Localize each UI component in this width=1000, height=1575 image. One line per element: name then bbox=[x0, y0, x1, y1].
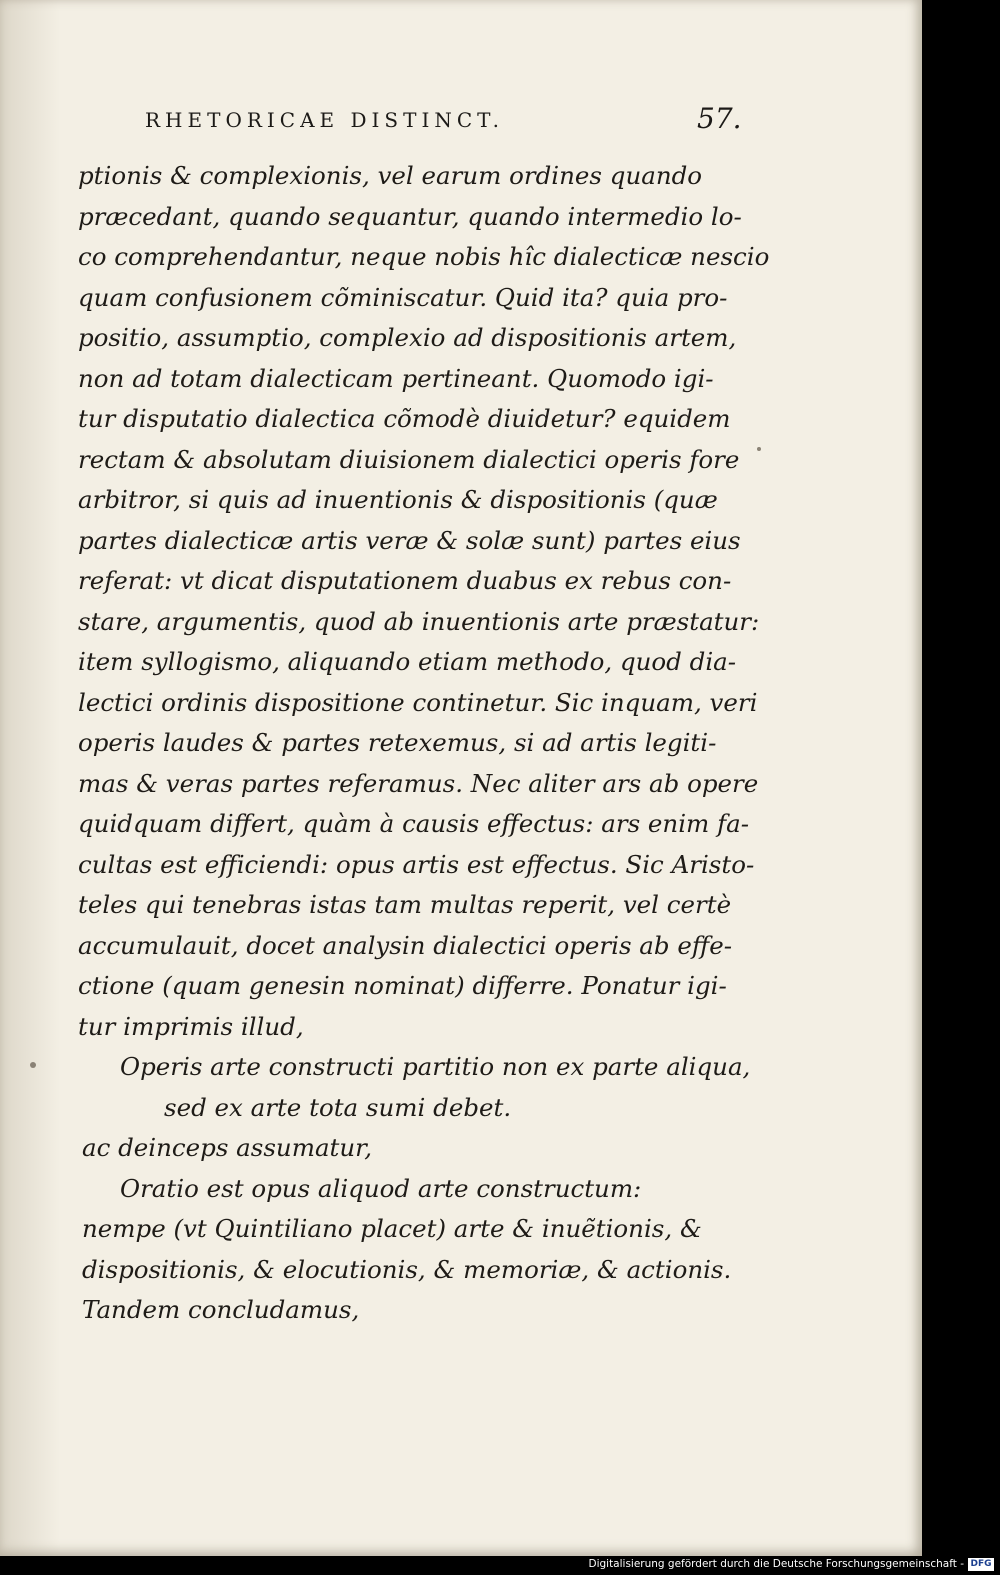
text-line: co comprehendantur, neque nobis hîc dialecticæ nescio bbox=[78, 242, 770, 271]
text-line: ctione (quam genesin nominat) differre. Ponatur igi- bbox=[78, 971, 727, 1000]
text-line: tur imprimis illud, bbox=[78, 1011, 304, 1041]
digitization-credit: Digitalisierung gefördert durch die Deutsche Forschungsgemeinschaft - bbox=[588, 1558, 964, 1570]
page-gutter-shadow bbox=[0, 0, 60, 1556]
text-line: Tandem concludamus, bbox=[82, 1295, 360, 1324]
paper-spot bbox=[757, 447, 761, 451]
dfg-logo: DFG bbox=[968, 1558, 994, 1571]
text-line: operis laudes & partes retexemus, si ad artis legiti- bbox=[78, 728, 717, 757]
text-line: ptionis & complexionis, vel earum ordines quando bbox=[78, 161, 703, 190]
text-line: præcedant, quando sequantur, quando intermedio lo- bbox=[78, 201, 742, 231]
text-line: rectam & absolutam diuisionem dialectici operis fore bbox=[78, 444, 740, 474]
axiom-line-2: sed ex arte tota sumi debet. bbox=[164, 1092, 512, 1122]
axiom-line-1: Operis arte constructi partitio non ex parte aliqua, bbox=[120, 1052, 751, 1081]
page-header bbox=[145, 102, 745, 142]
text-line: quam confusionem cõminiscatur. Quid ita? quia pro- bbox=[78, 282, 728, 312]
text-line: accumulauit, docet analysin dialectici operis ab effe- bbox=[78, 930, 733, 960]
text-line: arbitror, si quis ad inuentionis & dispositionis (quæ bbox=[78, 485, 718, 514]
text-line: non ad totam dialecticam pertineant. Quomodo igi- bbox=[78, 363, 714, 393]
text-line: cultas est efficiendi: opus artis est effectus. Sic Aristo- bbox=[78, 849, 755, 879]
page-number: 57. bbox=[697, 102, 742, 135]
running-title: RHETORICAE DISTINCT. bbox=[145, 108, 504, 132]
text-line: dispositionis, & elocutionis, & memoriæ, & actionis. bbox=[82, 1254, 732, 1284]
statement-line: Oratio est opus aliquod arte constructum: bbox=[120, 1173, 642, 1203]
text-line: lectici ordinis dispositione continetur. Sic inquam, veri bbox=[78, 687, 758, 717]
page-body bbox=[78, 156, 770, 1331]
transition-line: ac deinceps assumatur, bbox=[82, 1133, 372, 1162]
text-line: referat: vt dicat disputationem duabus ex rebus con- bbox=[78, 566, 732, 595]
paper-spot bbox=[30, 1062, 36, 1068]
text-line: mas & veras partes referamus. Nec aliter ars ab opere bbox=[78, 768, 759, 798]
text-line: stare, argumentis, quod ab inuentionis arte præstatur: bbox=[78, 606, 760, 636]
text-line: partes dialecticæ artis veræ & solæ sunt) partes eius bbox=[78, 525, 741, 555]
text-line: quidquam differt, quàm à causis effectus: ars enim fa- bbox=[78, 809, 750, 838]
text-line: tur disputatio dialectica cõmodè diuidetur? equidem bbox=[78, 404, 731, 433]
text-line: item syllogismo, aliquando etiam methodo, quod dia- bbox=[78, 647, 737, 676]
text-line: teles qui tenebras istas tam multas reperit, vel certè bbox=[78, 890, 732, 919]
text-line: positio, assumptio, complexio ad dispositionis artem, bbox=[78, 323, 737, 352]
text-line: nempe (vt Quintiliano placet) arte & inuẽtionis, & bbox=[82, 1214, 702, 1243]
